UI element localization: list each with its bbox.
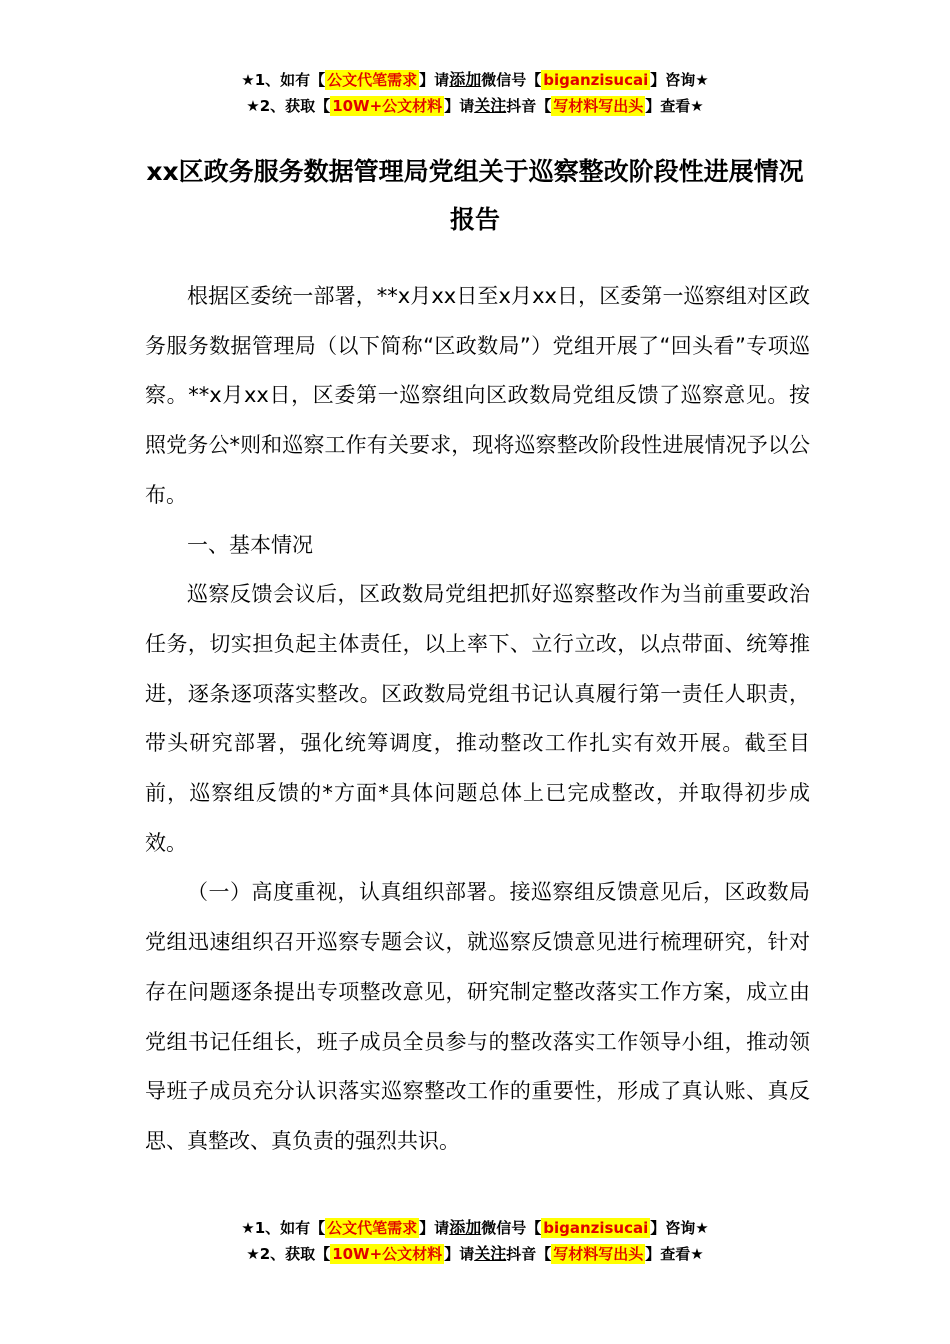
document-body	[145, 272, 810, 1167]
banner-highlight: biganzisucai	[543, 71, 649, 89]
banner-text: 】请	[444, 97, 475, 115]
document-title: xx区政务服务数据管理局党组关于巡察整改阶段性进展情况报告	[146, 157, 804, 234]
banner-underline: 添加	[449, 1218, 482, 1237]
banner-highlight: 写材料写出头	[553, 97, 644, 115]
banner-line-2	[0, 1241, 950, 1267]
banner-text: 微信号【	[481, 1219, 542, 1237]
banner-text: ★1、如有【	[241, 1219, 326, 1237]
banner-text: ★2、获取【	[246, 1245, 331, 1263]
banner-highlight: 公文代笔需求	[327, 71, 418, 89]
footer-banner	[0, 1215, 950, 1267]
banner-text: 】查看★	[645, 97, 704, 115]
banner-underline: 关注	[474, 1244, 507, 1263]
banner-text: 】请	[419, 71, 450, 89]
banner-highlight: 10W+公文材料	[332, 97, 443, 115]
banner-highlight: biganzisucai	[543, 1219, 649, 1237]
banner-text: ★1、如有【	[241, 71, 326, 89]
banner-text: 微信号【	[481, 71, 542, 89]
banner-text: 】查看★	[645, 1245, 704, 1263]
banner-line-2	[0, 93, 950, 119]
banner-text: ★2、获取【	[246, 97, 331, 115]
banner-text: 】请	[419, 1219, 450, 1237]
banner-line-1	[0, 67, 950, 93]
banner-highlight: 10W+公文材料	[332, 1245, 443, 1263]
paragraph-subsection-1: （一）高度重视，认真组织部署。接巡察组反馈意见后，区政数局党组迅速组织召开巡察专题会议，就巡察反馈意见进行梳理研究，针对存在问题逐条提出专项整改意见，研究制定整改落实工作方案，成立由党组书记任组长，班子成员全员参与的整改落实工作领导小组，推动领导班子成员充分认识落实巡察整改工作的重要性，形成了真认账、真反思、真整改、真负责的强烈共识。	[145, 880, 810, 1153]
section-heading: 一、基本情况	[187, 532, 313, 557]
banner-highlight: 写材料写出头	[553, 1245, 644, 1263]
paragraph-basic-situation: 巡察反馈会议后，区政数局党组把抓好巡察整改作为当前重要政治任务，切实担负起主体责任，以上率下、立行立改，以点带面、统筹推进，逐条逐项落实整改。区政数局党组书记认真履行第一责任人职责，带头研究部署，强化统筹调度，推动整改工作扎实有效开展。截至目前，巡察组反馈的*方面*具体问题总体上已完成整改，并取得初步成效。	[145, 582, 810, 855]
banner-text: 】咨询★	[650, 1219, 709, 1237]
banner-text: 】咨询★	[650, 71, 709, 89]
header-banner	[0, 67, 950, 119]
banner-underline: 添加	[449, 70, 482, 89]
banner-text: 抖音【	[506, 97, 552, 115]
paragraph-intro: 根据区委统一部署，**x月xx日至x月xx日，区委第一巡察组对区政务服务数据管理局（以下简称“区政数局”）党组开展了“回头看”专项巡察。**x月xx日，区委第一巡察组向区政数局党组反馈了巡察意见。按照党务公*则和巡察工作有关要求，现将巡察整改阶段性进展情况予以公布。	[145, 284, 810, 507]
banner-text: 】请	[444, 1245, 475, 1263]
banner-text: 抖音【	[506, 1245, 552, 1263]
banner-highlight: 公文代笔需求	[327, 1219, 418, 1237]
banner-line-1	[0, 1215, 950, 1241]
banner-underline: 关注	[474, 96, 507, 115]
